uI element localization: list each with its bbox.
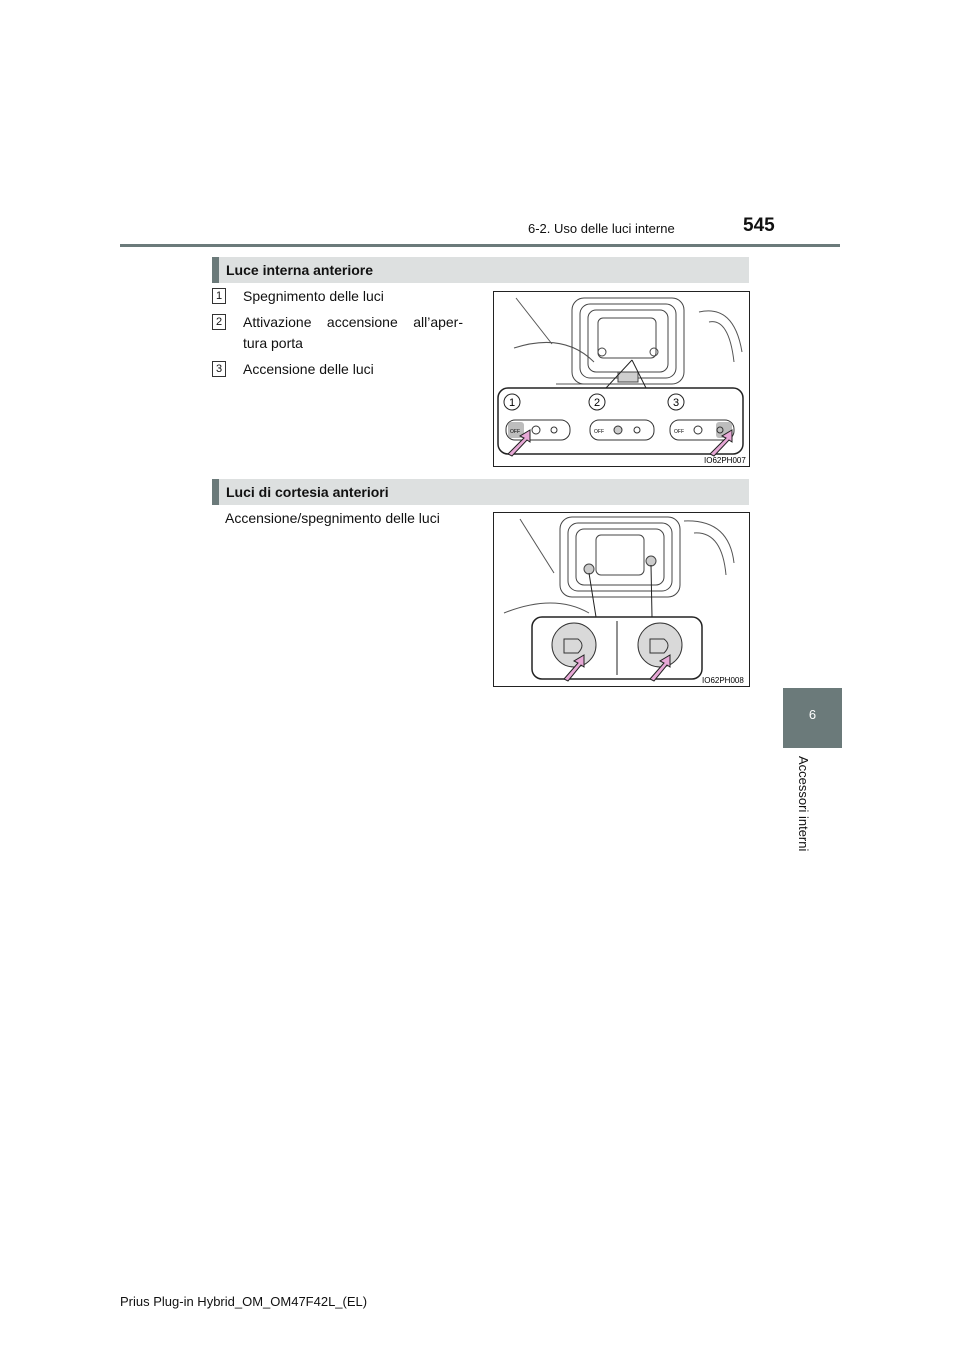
item-number-badge: 3 <box>212 361 226 377</box>
overhead-console <box>560 517 680 597</box>
light-switch-door <box>590 420 654 440</box>
front-courtesy-light-figure <box>493 512 750 687</box>
light-switch-off <box>506 420 570 440</box>
ceiling-outline <box>504 519 734 613</box>
header-rule <box>120 244 840 247</box>
front-interior-light-figure <box>493 291 750 467</box>
list-item-text: Attivazione accensione all’aper- <box>243 314 463 330</box>
courtesy-lamp-icon <box>552 623 596 667</box>
svg-text:OFF: OFF <box>594 429 604 435</box>
page-header <box>0 0 960 250</box>
chapter-title: Accessori interni <box>796 756 811 852</box>
svg-text:OFF: OFF <box>510 429 520 435</box>
list-item-text: Accensione delle luci <box>243 361 374 377</box>
door-light-icon <box>614 426 622 434</box>
section-heading-accent <box>212 257 219 283</box>
svg-text:3: 3 <box>672 397 680 409</box>
list-item-text: Spegnimento delle luci <box>243 288 384 304</box>
document-footer: Prius Plug-in Hybrid_OM_OM47F42L_(EL) <box>120 1294 368 1309</box>
item-number-badge: 2 <box>212 314 226 330</box>
svg-text:2: 2 <box>593 397 601 409</box>
courtesy-lamp-icon <box>638 623 682 667</box>
section-heading-bar <box>212 479 749 505</box>
section-heading-accent <box>212 479 219 505</box>
figure-caption: IO62PH007 <box>704 456 746 465</box>
body-text: Accensione/spegnimento delle luci <box>225 510 440 526</box>
chapter-number: 6 <box>808 707 817 722</box>
item-number-badge: 1 <box>212 288 226 304</box>
section-title: 6-2. Uso delle luci interne <box>528 221 675 236</box>
callout-number <box>589 394 605 410</box>
list-item-text-continued: tura porta <box>243 335 303 351</box>
page-number: 545 <box>743 215 775 236</box>
callout-number <box>668 394 684 410</box>
section-heading: Luci di cortesia anteriori <box>226 484 389 500</box>
section-heading: Luce interna anteriore <box>226 262 374 278</box>
ceiling-outline <box>514 298 742 384</box>
svg-text:OFF: OFF <box>674 429 684 435</box>
svg-text:1: 1 <box>508 397 516 409</box>
figure-caption: IO62PH008 <box>702 676 744 685</box>
overhead-console <box>572 298 684 384</box>
section-heading-bar <box>212 257 749 283</box>
callout-number <box>504 394 520 410</box>
